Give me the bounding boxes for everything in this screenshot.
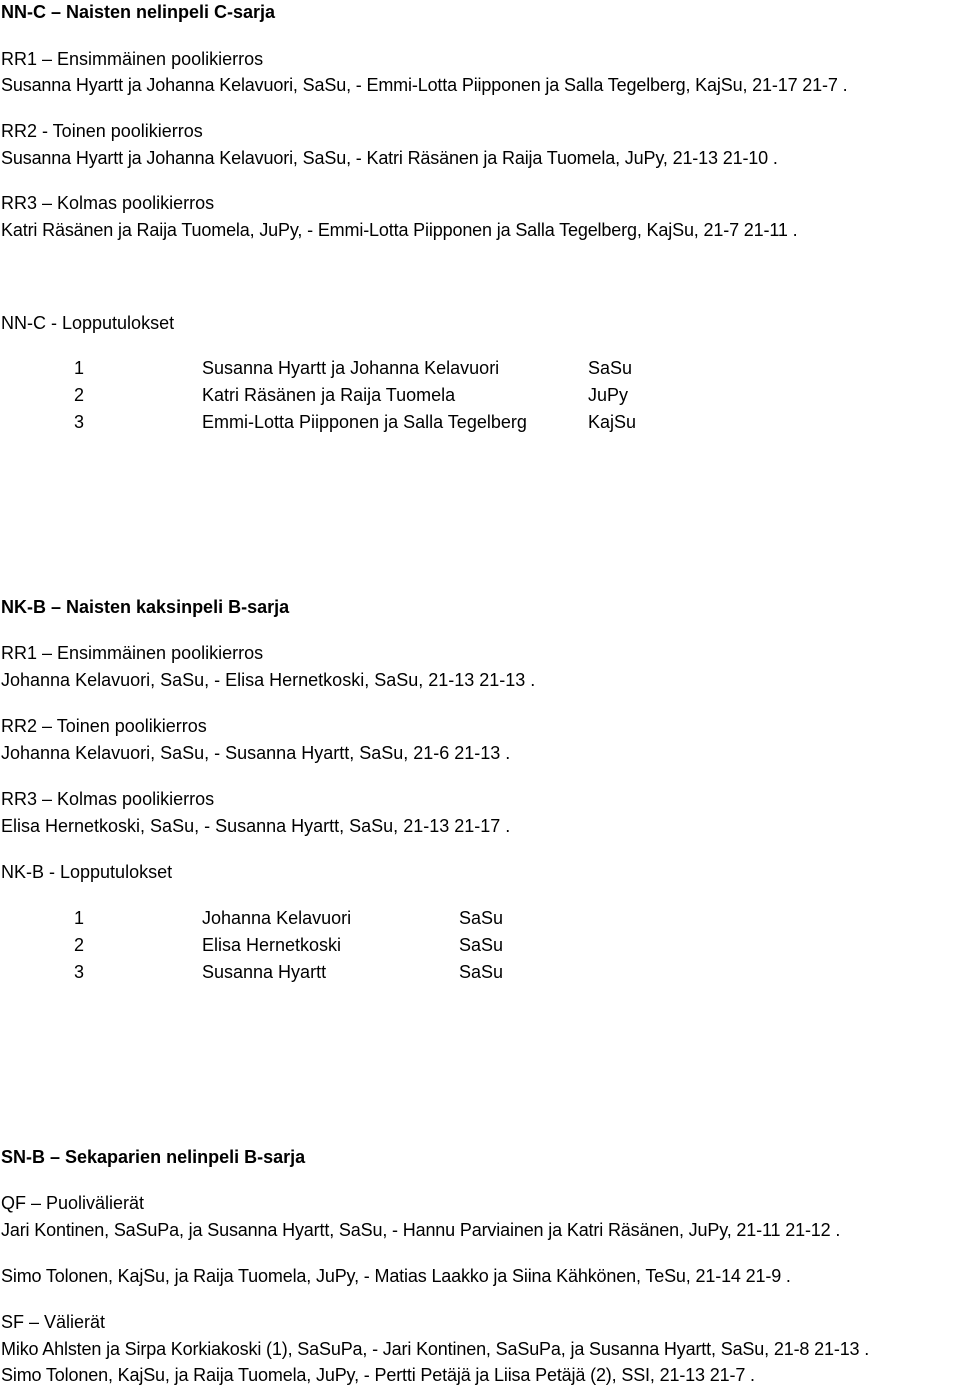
player-name: Katri Räsänen ja Raija Tuomela xyxy=(202,385,456,405)
match-result: Simo Tolonen, KajSu, ja Raija Tuomela, JuPy, - Pertti Petäjä ja Liisa Petäjä (2), SSI, 21-13 21-7 . xyxy=(1,1365,755,1385)
round-title-rr2: RR2 – Toinen poolikierros xyxy=(1,716,207,736)
match-result: Simo Tolonen, KajSu, ja Raija Tuomela, JuPy, - Matias Laakko ja Siina Kähkönen, TeSu, 21-14 21-9 . xyxy=(1,1266,791,1286)
match-result: Elisa Hernetkoski, SaSu, - Susanna Hyartt, SaSu, 21-13 21-17 . xyxy=(1,816,511,836)
player-name: Johanna Kelavuori xyxy=(202,908,352,928)
rank: 3 xyxy=(74,412,85,432)
club: SaSu xyxy=(459,935,504,955)
club: JuPy xyxy=(588,385,629,405)
section-heading-nn-c: NN-C – Naisten nelinpeli C-sarja xyxy=(1,2,276,22)
rank: 3 xyxy=(74,962,85,982)
round-title-qf: QF – Puolivälierät xyxy=(1,1193,145,1213)
round-title-rr1: RR1 – Ensimmäinen poolikierros xyxy=(1,643,264,663)
round-title-rr3: RR3 – Kolmas poolikierros xyxy=(1,789,215,809)
rank: 1 xyxy=(74,358,85,378)
match-result: Susanna Hyartt ja Johanna Kelavuori, SaSu, - Katri Räsänen ja Raija Tuomela, JuPy, 21-13 21-10 . xyxy=(1,148,778,168)
rank: 2 xyxy=(74,385,85,405)
player-name: Susanna Hyartt xyxy=(202,962,327,982)
player-name: Emmi-Lotta Piipponen ja Salla Tegelberg xyxy=(202,412,527,432)
results-title: NN-C - Lopputulokset xyxy=(1,313,175,333)
results-title: NK-B - Lopputulokset xyxy=(1,862,173,882)
match-result: Johanna Kelavuori, SaSu, - Susanna Hyartt, SaSu, 21-6 21-13 . xyxy=(1,743,511,763)
match-result: Katri Räsänen ja Raija Tuomela, JuPy, - Emmi-Lotta Piipponen ja Salla Tegelberg, KajSu, 21-7 21-11 . xyxy=(1,220,798,240)
match-result: Jari Kontinen, SaSuPa, ja Susanna Hyartt, SaSu, - Hannu Parviainen ja Katri Räsänen, JuPy, 21-11 21-12 . xyxy=(1,1220,841,1240)
round-title-rr2: RR2 - Toinen poolikierros xyxy=(1,121,203,141)
rank: 1 xyxy=(74,908,85,928)
match-result: Miko Ahlsten ja Sirpa Korkiakoski (1), SaSuPa, - Jari Kontinen, SaSuPa, ja Susanna Hyartt, SaSu, 21-8 21-13 . xyxy=(1,1339,870,1359)
section-heading-nk-b: NK-B – Naisten kaksinpeli B-sarja xyxy=(1,597,290,617)
round-title-rr3: RR3 – Kolmas poolikierros xyxy=(1,193,215,213)
player-name: Susanna Hyartt ja Johanna Kelavuori xyxy=(202,358,500,378)
club: SaSu xyxy=(459,962,504,982)
player-name: Elisa Hernetkoski xyxy=(202,935,342,955)
club: SaSu xyxy=(459,908,504,928)
rank: 2 xyxy=(74,935,85,955)
round-title-rr1: RR1 – Ensimmäinen poolikierros xyxy=(1,49,264,69)
match-result: Johanna Kelavuori, SaSu, - Elisa Hernetkoski, SaSu, 21-13 21-13 . xyxy=(1,670,536,690)
round-title-sf: SF – Välierät xyxy=(1,1312,106,1332)
club: SaSu xyxy=(588,358,633,378)
section-heading-sn-b: SN-B – Sekaparien nelinpeli B-sarja xyxy=(1,1147,306,1167)
match-result: Susanna Hyartt ja Johanna Kelavuori, SaSu, - Emmi-Lotta Piipponen ja Salla Tegelberg, KajSu, 21-17 21-7 . xyxy=(1,75,848,95)
club: KajSu xyxy=(588,412,637,432)
